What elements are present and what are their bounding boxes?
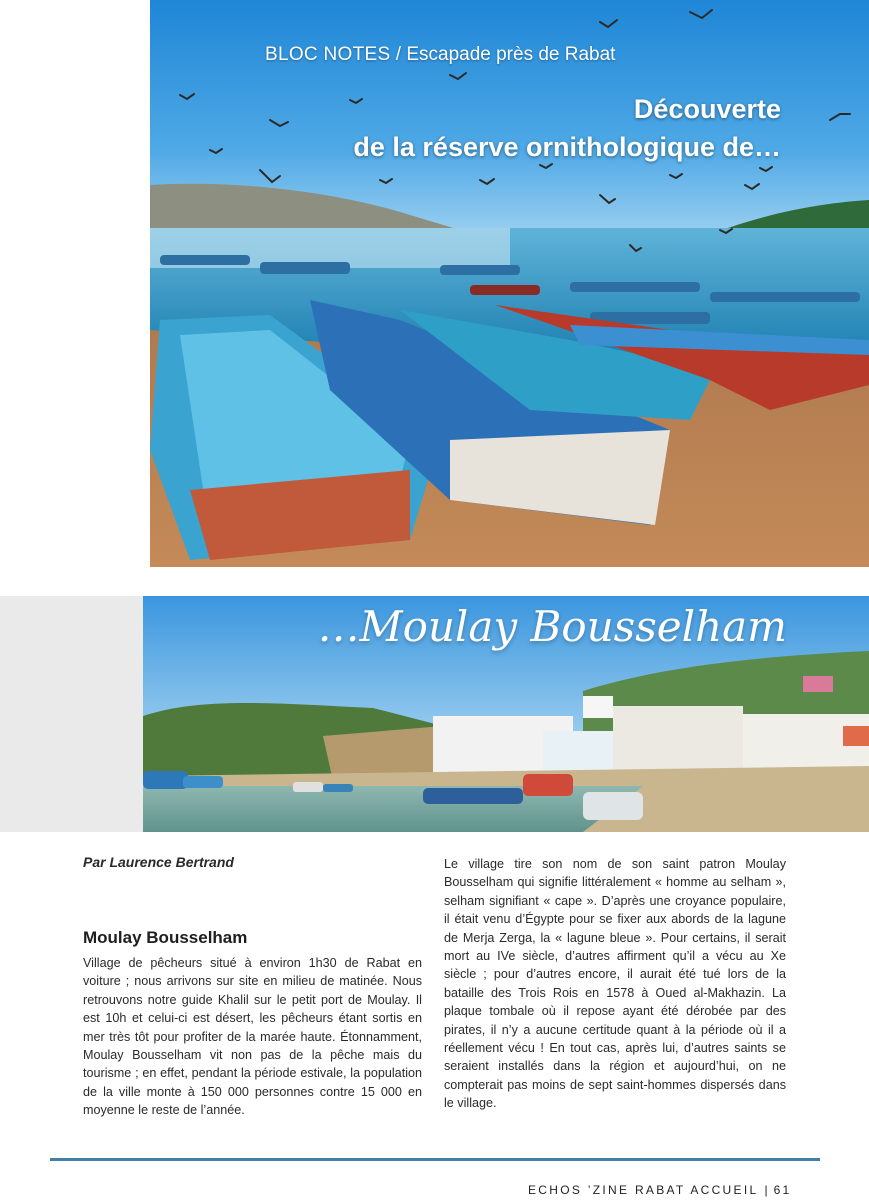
hero-photo-boats — [150, 0, 869, 567]
article-title — [353, 90, 781, 166]
script-title: …Moulay Bousselham — [317, 602, 787, 651]
byline: Par Laurence Bertrand — [83, 854, 234, 870]
page-footer — [528, 1183, 792, 1197]
subrubric: / Escapade près de Rabat — [395, 44, 616, 65]
footer-separator: | — [764, 1183, 768, 1197]
section-heading: Moulay Bousselham — [83, 928, 248, 947]
rubric-line — [265, 44, 615, 66]
title-line-2: de la réserve ornithologique de… — [353, 132, 781, 162]
footer-rule — [50, 1158, 820, 1161]
page-number: 61 — [773, 1183, 792, 1197]
title-line-1: Découverte — [633, 94, 781, 124]
side-tab — [0, 596, 143, 832]
rubric: BLOC NOTES — [265, 44, 391, 65]
right-column-text: Le village tire son nom de son saint patron Moulay Bousselham qui signifie littéralement « homme au selham », selham signifiant « cape ». D’après une croyance populaire, il était venu d’Égypte pour se fixer aux abords de la lagune de Merja Zerga, la « lagune bleue ». Pour certains, il serait mort au IVe siècle, d’autres affirment qu’il a vécu au Xe siècle ; pour d’autres encore, il aurait été tué lors de la bataille des Trois Rois en 1578 à Oued al-Makhazin. La plaque tombale où il repose ayant été dérobée par des pirates, il n’y a aucune certitude quant à la période où il a réellement vécu ! En tout cas, après lui, d’autres saints se seraient installés dans la région et aujourd’hui, on ne compterait pas moins de sept saint-hommes dispersés dans le village. — [444, 857, 786, 1111]
left-column-text: Village de pêcheurs situé à environ 1h30 de Rabat en voiture ; nous arrivons sur site en milieu de matinée. Nous retrouvons notre guide Khalil sur le petit port de Moulay. Il est 10h et celui-ci est désert, les pêcheurs étant sortis en mer très tôt pour profiter de la marée haute. Étonnamment, Moulay Bousselham vit non pas de la pêche mais du tourisme ; en effet, pendant la période estivale, la population de la ville monte à 150 000 personnes contre 15 000 en moyenne le reste de l’année. — [83, 956, 422, 1118]
publication-name: ECHOS ’ZINE RABAT ACCUEIL — [528, 1183, 759, 1197]
